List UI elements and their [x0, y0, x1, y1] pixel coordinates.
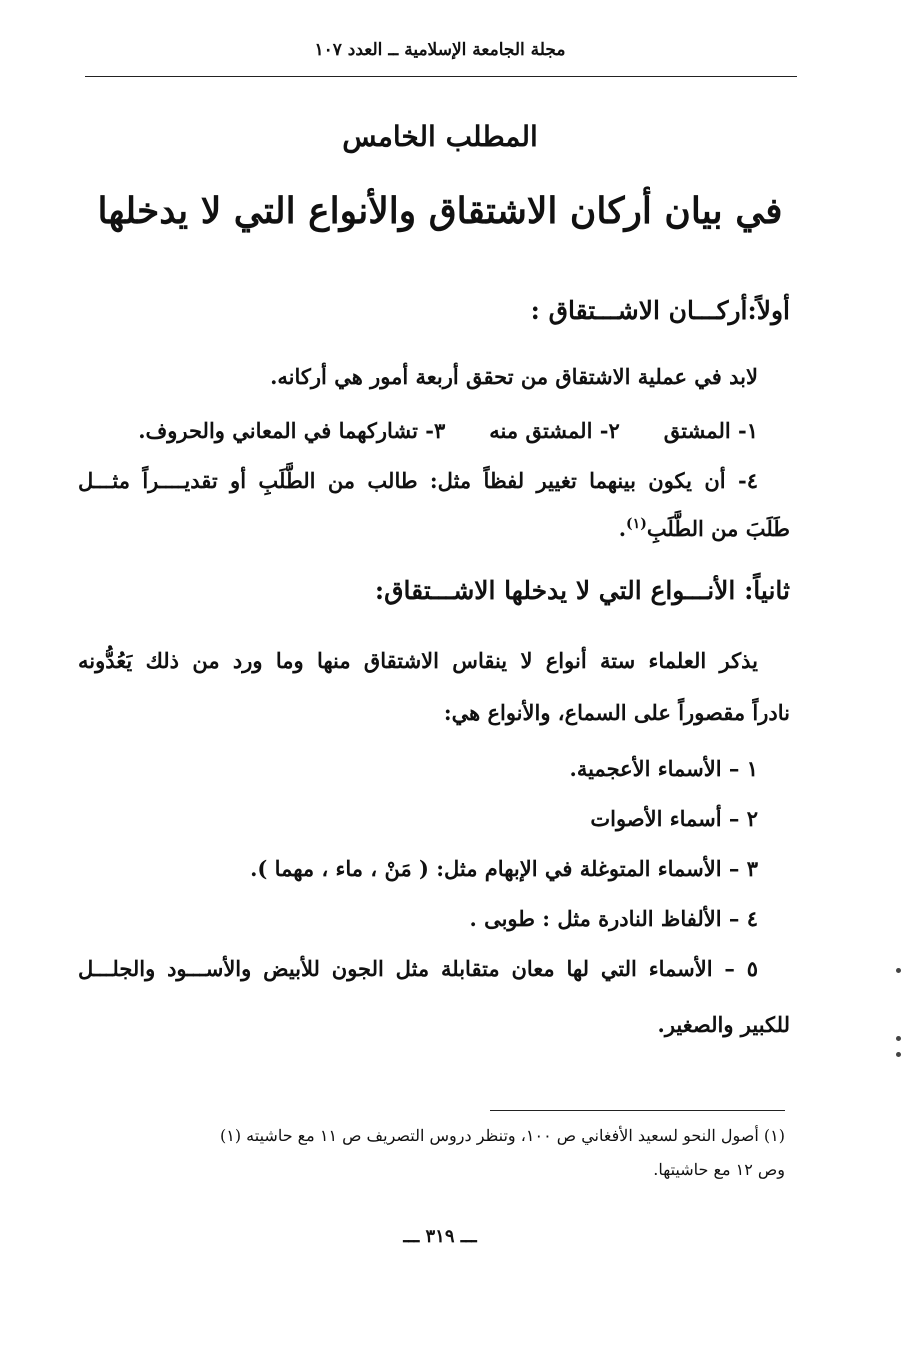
first-intro: لابد في عملية الاشتقاق من تحقق أربعة أمور هي أركانه.: [270, 364, 758, 389]
header-rule: [85, 76, 797, 77]
pillars-row: [78, 418, 758, 443]
footnote-line-1: (١) أصول النحو لسعيد الأفغاني ص ١٠٠، وتنظر دروس التصريف ص ١١ مع حاشيته (١): [220, 1126, 785, 1145]
type-item-4: ٤ – الألفاظ النادرة مثل : طوبى .: [469, 906, 758, 931]
main-title: في بيان أركان الاشتقاق والأنواع التي لا يدخلها: [97, 190, 783, 232]
pillar-2: ٢- المشتق منه: [489, 418, 620, 443]
type-item-5: ٥ – الأسماء التي لها معان متقابلة مثل الجون للأبيض والأســـود والجلـــل: [78, 956, 758, 981]
pillar-4-line-2: [78, 516, 790, 541]
scan-mark: [896, 1036, 901, 1041]
footnote-line-2: وص ١٢ مع حاشيتها.: [653, 1160, 785, 1179]
second-heading: ثانياً: الأنـــواع التي لا يدخلها الاشـــتقاق:: [374, 576, 790, 605]
scan-mark: [896, 968, 901, 973]
pillar-4-line-1: ٤- أن يكون بينهما تغيير لفظاً مثل: طالب من الطَّلَبِ أو تقديــــراً مثـــل: [78, 468, 758, 493]
pillar-4-end: .: [618, 516, 627, 541]
type-item-2: ٢ – أسماء الأصوات: [590, 806, 758, 831]
footnote-ref: (١): [626, 516, 647, 532]
type-item-1: ١ – الأسماء الأعجمية.: [569, 756, 758, 781]
type-item-3: ٣ – الأسماء المتوغلة في الإبهام مثل: ( مَنْ ، ماء ، مهما ).: [250, 856, 758, 881]
first-heading: أولاً:أركـــان الاشـــتقاق :: [530, 296, 790, 325]
footnote-rule: [490, 1110, 785, 1111]
pillar-4-text: طَلَبَ من الطَّلَبِ: [646, 516, 790, 541]
page-number: ـــ ٣١٩ ـــ: [403, 1226, 477, 1247]
second-intro-line-2: نادراً مقصوراً على السماع، والأنواع هي:: [443, 700, 790, 725]
pillar-1: ١- المشتق: [663, 418, 758, 443]
scan-mark: [896, 1052, 901, 1057]
type-item-5-line-2: للكبير والصغير.: [657, 1012, 790, 1037]
second-intro-line-1: يذكر العلماء ستة أنواع لا ينقاس الاشتقاق منها وما ورد من ذلك يَعُدُّونه: [78, 648, 758, 673]
section-title: المطلب الخامس: [342, 120, 538, 153]
running-header: مجلة الجامعة الإسلامية ــ العدد ١٠٧: [314, 40, 566, 60]
pillar-3: ٣- تشاركهما في المعاني والحروف.: [138, 418, 446, 443]
